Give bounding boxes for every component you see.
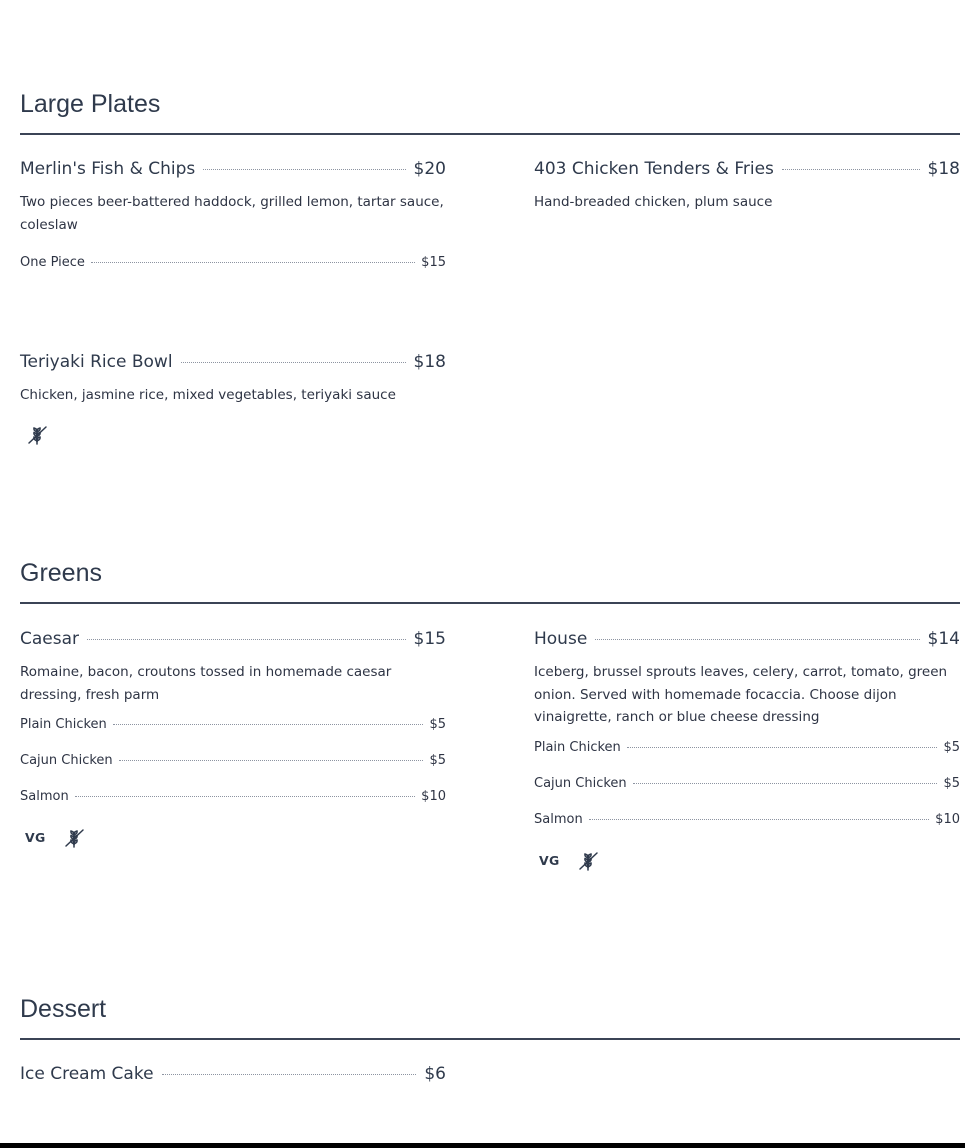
menu-item-header: [20, 628, 446, 650]
menu-item-header: [534, 628, 960, 650]
section-title: Greens: [20, 559, 102, 587]
addon-name: Plain Chicken: [20, 717, 107, 732]
menu-item: [534, 628, 960, 873]
menu-item-name: Ice Cream Cake: [20, 1064, 154, 1084]
dietary-badges: [20, 826, 446, 850]
menu-item-price: $14: [927, 629, 960, 649]
menu-item-header: [20, 351, 446, 373]
menu-item-price: $18: [927, 159, 960, 179]
menu-item: [20, 628, 446, 850]
menu-item-price: $18: [413, 352, 446, 372]
menu-item-header: [534, 158, 960, 180]
menu-item: [20, 351, 446, 447]
section-divider: [20, 1038, 960, 1040]
menu-item-description: Two pieces beer-battered haddock, grilled lemon, tartar sauce, coleslaw: [20, 194, 444, 233]
section-divider: [20, 133, 960, 135]
section-divider: [20, 602, 960, 604]
menu-item-price: $6: [424, 1064, 446, 1084]
dotted-leader: [119, 760, 424, 761]
menu-item-header: [20, 158, 446, 180]
menu-item-addon: [20, 716, 446, 734]
dotted-leader: [589, 819, 929, 820]
dotted-leader: [203, 169, 405, 170]
menu-item-addon: [20, 254, 446, 272]
dotted-leader: [633, 783, 938, 784]
menu-item-description: Romaine, bacon, croutons tossed in homemade caesar dressing, fresh parm: [20, 664, 392, 703]
menu-item-addon: [534, 775, 960, 793]
menu-item-name: House: [534, 629, 588, 649]
menu-item-name: Caesar: [20, 629, 80, 649]
menu-item-price: $15: [413, 629, 446, 649]
addon-list: [20, 716, 446, 806]
addon-name: Cajun Chicken: [20, 753, 113, 768]
menu-item-description: Iceberg, brussel sprouts leaves, celery, carrot, tomato, green onion. Served with homemade focaccia. Choose dijon vinaigrette, ranch or blue cheese dressing: [534, 664, 948, 725]
menu-item-addon: [534, 739, 960, 757]
addon-name: Plain Chicken: [534, 739, 621, 755]
addon-price: $15: [421, 255, 446, 270]
dotted-leader: [87, 639, 406, 640]
addon-name: One Piece: [20, 255, 85, 270]
menu-item-name: 403 Chicken Tenders & Fries: [534, 159, 774, 179]
menu-item: [534, 158, 960, 214]
menu-item-description: Hand-breaded chicken, plum sauce: [534, 194, 773, 210]
addon-list: [534, 739, 960, 829]
addon-price: $5: [429, 717, 446, 732]
menu-item: [20, 1063, 446, 1085]
dotted-leader: [595, 639, 919, 640]
gluten-free-icon: [576, 849, 600, 873]
dietary-badges: [20, 423, 446, 447]
menu-item-name: Teriyaki Rice Bowl: [20, 352, 173, 372]
addon-price: $10: [935, 811, 960, 827]
addon-price: $10: [421, 789, 446, 804]
addon-price: $5: [429, 753, 446, 768]
vegetarian-badge: VG: [539, 852, 560, 868]
menu-item-addon: [534, 811, 960, 829]
dotted-leader: [627, 747, 938, 748]
page-bottom-edge: [0, 1143, 965, 1148]
menu-item-name: Merlin's Fish & Chips: [20, 159, 196, 179]
dotted-leader: [782, 169, 920, 170]
dietary-badges: [534, 849, 960, 873]
dotted-leader: [91, 262, 415, 263]
section-dessert: [20, 995, 960, 1084]
menu-item-addon: [20, 788, 446, 806]
dotted-leader: [181, 362, 406, 363]
addon-name: Salmon: [534, 811, 583, 827]
vegetarian-badge: VG: [25, 830, 46, 845]
dotted-leader: [113, 724, 424, 725]
section-title: Large Plates: [20, 90, 161, 118]
menu-item-header: [20, 1063, 446, 1085]
menu-item-price: $20: [413, 159, 446, 179]
gluten-free-icon: [25, 423, 49, 447]
section-large-plates: [20, 90, 960, 403]
section-title: Dessert: [20, 995, 107, 1023]
addon-price: $5: [943, 775, 960, 791]
menu-item-addon: [20, 752, 446, 770]
addon-name: Cajun Chicken: [534, 775, 627, 791]
addon-name: Salmon: [20, 789, 69, 804]
dotted-leader: [162, 1074, 417, 1075]
addon-price: $5: [943, 739, 960, 755]
section-greens: [20, 559, 960, 868]
dotted-leader: [75, 796, 415, 797]
gluten-free-icon: [62, 826, 86, 850]
menu-item-description: Chicken, jasmine rice, mixed vegetables, teriyaki sauce: [20, 387, 396, 403]
menu-item: [20, 158, 446, 272]
